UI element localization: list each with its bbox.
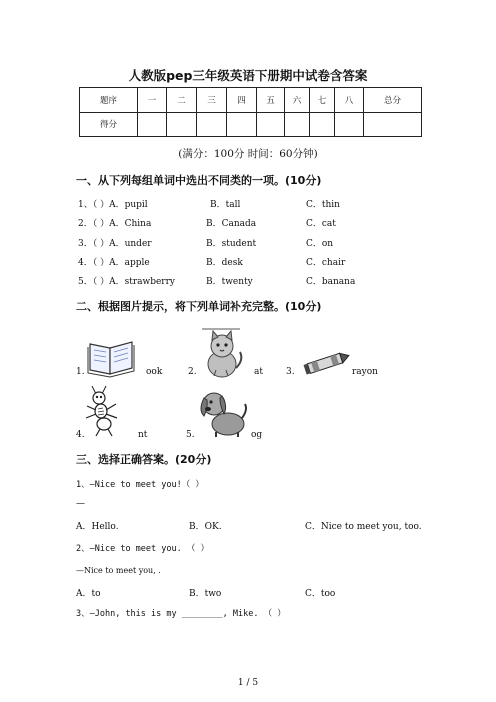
crayon-icon	[300, 352, 352, 374]
score-cell[interactable]	[138, 112, 167, 137]
score-table-header-row	[80, 88, 422, 113]
score-header-cell: 五	[257, 88, 285, 113]
page-number: 1 / 5	[237, 678, 259, 688]
section1-heading: 一、从下列每组单词中选出不同类的一项。(10分)	[76, 174, 322, 187]
cat-icon	[198, 328, 246, 380]
s2-item2-number: 2.	[188, 367, 197, 377]
s2-item5-number: 5.	[186, 430, 195, 440]
s1-item2-option-b: B．Canada	[206, 219, 257, 229]
score-table-score-row	[80, 112, 422, 137]
score-header-cell: 题序	[80, 88, 138, 113]
book-icon	[86, 338, 136, 378]
s3-q1-option-a: A．Hello.	[76, 522, 119, 532]
s1-item3-option-c: C．on	[306, 239, 334, 249]
score-cell[interactable]	[364, 112, 422, 137]
s2-item1-suffix: ook	[146, 367, 163, 377]
exam-info: (满分：100分 时间：60分钟)	[178, 148, 318, 160]
s3-q2-option-c: C．too	[305, 589, 336, 599]
s1-item5-option-c: C．banana	[306, 277, 356, 287]
s3-q1-stem: 1、—Nice to meet you!（ ）	[76, 480, 204, 490]
s2-item1-number: 1.	[76, 367, 85, 377]
score-cell[interactable]	[227, 112, 257, 137]
s3-q2-stem: 2、—Nice to meet you. （ ）	[76, 544, 209, 554]
ant-icon	[82, 384, 122, 438]
score-header-cell: 四	[227, 88, 257, 113]
score-cell[interactable]	[167, 112, 197, 137]
section2-heading: 二、根据图片提示，将下列单词补充完整。(10分)	[76, 300, 322, 313]
s2-item4-suffix: nt	[138, 430, 148, 440]
s1-item4-option-a: 4．（ ）A．apple	[78, 258, 150, 268]
score-header-cell: 六	[285, 88, 310, 113]
s2-item3-suffix: rayon	[352, 367, 378, 377]
s3-q1-option-c: C．Nice to meet you, too.	[305, 522, 422, 532]
score-cell[interactable]	[335, 112, 364, 137]
section3-heading: 三、选择正确答案。(20分)	[76, 453, 212, 466]
score-header-cell: 二	[167, 88, 197, 113]
score-header-cell: 八	[335, 88, 364, 113]
page-title: 人教版pep三年级英语下册期中试卷含答案	[128, 68, 368, 83]
score-header-cell: 总分	[364, 88, 422, 113]
s1-item3-option-a: 3．（ ）A．under	[78, 239, 152, 249]
score-header-cell: 三	[197, 88, 227, 113]
s2-item2-suffix: at	[254, 367, 263, 377]
score-row-label: 得分	[80, 112, 138, 137]
s1-item4-option-b: B．desk	[206, 258, 243, 268]
s1-item3-option-b: B．student	[206, 239, 257, 249]
s3-q2-option-a: A．to	[76, 589, 101, 599]
score-cell[interactable]	[257, 112, 285, 137]
s1-item2-option-a: 2．（ ）A．China	[78, 219, 152, 229]
s3-q1-reply: —	[76, 499, 85, 509]
s1-item5-option-a: 5．（ ）A．strawberry	[78, 277, 175, 287]
score-cell[interactable]	[285, 112, 310, 137]
s1-item2-option-c: C．cat	[306, 219, 336, 229]
score-cell[interactable]	[197, 112, 227, 137]
score-cell[interactable]	[310, 112, 335, 137]
dog-icon	[198, 386, 250, 438]
s2-item3-number: 3.	[286, 367, 295, 377]
s3-q3-stem: 3、—John, this is my ________, Mike. （ ）	[76, 609, 286, 619]
s3-q2-reply: —Nice to meet you, .	[76, 566, 161, 575]
s1-item1-option-a: 1、（ ）A．pupil	[78, 200, 148, 210]
s1-item1-option-b: B．tall	[210, 200, 241, 210]
score-table	[79, 87, 422, 137]
score-header-cell: 一	[138, 88, 167, 113]
s3-q2-option-b: B．two	[189, 589, 222, 599]
score-header-cell: 七	[310, 88, 335, 113]
s1-item4-option-c: C．chair	[306, 258, 346, 268]
s2-item5-suffix: og	[251, 430, 263, 440]
s3-q1-option-b: B．OK.	[189, 522, 222, 532]
s1-item1-option-c: C．thin	[306, 200, 340, 210]
s2-item4-number: 4.	[76, 430, 85, 440]
s1-item5-option-b: B．twenty	[206, 277, 253, 287]
